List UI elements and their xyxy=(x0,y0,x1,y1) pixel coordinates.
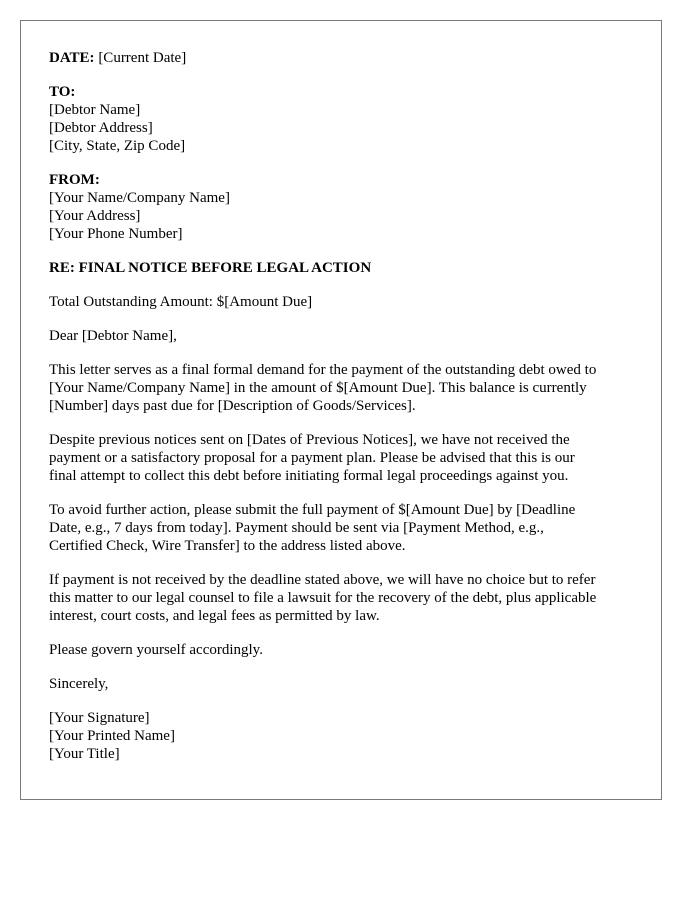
paragraph-line: payment or a satisfactory proposal for a payment plan. Please be advised that this is our xyxy=(49,450,575,466)
debtor-name: [Debtor Name] xyxy=(49,102,141,118)
closing-statement: Please govern yourself accordingly. xyxy=(49,642,263,658)
sender-block xyxy=(49,171,633,243)
paragraph-line: this matter to our legal counsel to file a lawsuit for the recovery of the debt, plus applicable xyxy=(49,590,597,606)
paragraph-line: final attempt to collect this debt before initiating formal legal proceedings against you. xyxy=(49,468,569,484)
paragraph-line: Date, e.g., 7 days from today]. Payment should be sent via [Payment Method, e.g., xyxy=(49,520,544,536)
paragraph-line: Certified Check, Wire Transfer] to the address listed above. xyxy=(49,538,406,554)
body-paragraph-2 xyxy=(49,431,633,485)
body-paragraph-1 xyxy=(49,361,633,415)
date-label: DATE: xyxy=(49,50,95,66)
title-line: [Your Title] xyxy=(49,746,120,762)
body-paragraph-4 xyxy=(49,571,633,625)
debtor-city-state-zip: [City, State, Zip Code] xyxy=(49,138,186,154)
paragraph-line: Despite previous notices sent on [Dates of Previous Notices], we have not received the xyxy=(49,432,570,448)
sender-address: [Your Address] xyxy=(49,208,141,224)
printed-name-line: [Your Printed Name] xyxy=(49,728,175,744)
letter-document xyxy=(20,20,662,800)
salutation: Dear [Debtor Name], xyxy=(49,328,177,344)
sign-off: Sincerely, xyxy=(49,676,109,692)
signature-block xyxy=(49,709,633,763)
to-label: TO: xyxy=(49,84,76,100)
sender-name: [Your Name/Company Name] xyxy=(49,190,230,206)
body-paragraph-3 xyxy=(49,501,633,555)
paragraph-line: This letter serves as a final formal demand for the payment of the outstanding debt owed to xyxy=(49,362,597,378)
date-value: [Current Date] xyxy=(98,50,187,66)
date-line xyxy=(49,49,633,67)
debtor-address: [Debtor Address] xyxy=(49,120,153,136)
sender-phone: [Your Phone Number] xyxy=(49,226,183,242)
from-label: FROM: xyxy=(49,172,100,188)
date-block xyxy=(49,49,633,67)
paragraph-line: interest, court costs, and legal fees as permitted by law. xyxy=(49,608,380,624)
subject-line: RE: FINAL NOTICE BEFORE LEGAL ACTION xyxy=(49,260,372,276)
paragraph-line: To avoid further action, please submit the full payment of $[Amount Due] by [Deadline xyxy=(49,502,576,518)
paragraph-line: If payment is not received by the deadline stated above, we will have no choice but to refer xyxy=(49,572,596,588)
signature-line: [Your Signature] xyxy=(49,710,150,726)
amount-line: Total Outstanding Amount: $[Amount Due] xyxy=(49,294,313,310)
paragraph-line: [Number] days past due for [Description of Goods/Services]. xyxy=(49,398,416,414)
recipient-block xyxy=(49,83,633,155)
paragraph-line: [Your Name/Company Name] in the amount of $[Amount Due]. This balance is currently xyxy=(49,380,587,396)
